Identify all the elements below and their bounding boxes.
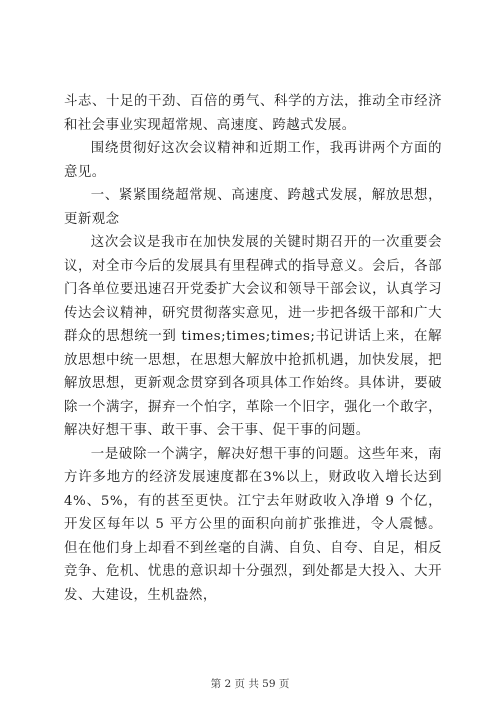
section-heading: 一、紧紧围绕超常规、高速度、跨越式发展，解放思想，更新观念 (64, 188, 442, 227)
paragraph-intro: 围绕贯彻好这次会议精神和近期工作，我再讲两个方面的意见。 (64, 141, 442, 180)
paragraph-body: 这次会议是我市在加快发展的关键时期召开的一次重要会议，对全市今后的发展具有里程碑式的指导意义。会后，各部门各单位要迅速召开党委扩大会议和领导干部会议，认真学习传达会议精神，研究贯彻落实意见，进一步把各级干部和广大群众的思想统一到 times;times;times;书记讲话上来，在解放思想中统一思想，在思想大解放中抢抓机遇，加快发展，把解放思想，更新观念贯穿到各项具体工作始终。具体讲，要破除一个满字，摒弃一个怕字，革除一个旧字，强化一个敢字，解决好想干事、敢干事、会干事、促干事的问题。 (64, 235, 442, 438)
document-body (64, 90, 442, 607)
page-footer: 第 2 页 共 59 页 (210, 678, 290, 690)
paragraph-continuation: 斗志、十足的干劲、百倍的勇气、科学的方法，推动全市经济和社会事业实现超常规、高速度、跨越式发展。 (64, 94, 442, 133)
paragraph-body: 一是破除一个满字，解决好想干事的问题。这些年来，南方许多地方的经济发展速度都在3%以上，财政收入增长达到4%、5%，有的甚至更快。江宁去年财政收入净增 9 个亿，开发区每年以 5 平方公里的面积向前扩张推进，令人震憾。但在他们身上却看不到丝毫的自满、自负、自夸、自足，相反竞争、危机、忧患的意识却十分强烈，到处都是大投入、大开发、大建设，生机盎然， (64, 446, 442, 603)
